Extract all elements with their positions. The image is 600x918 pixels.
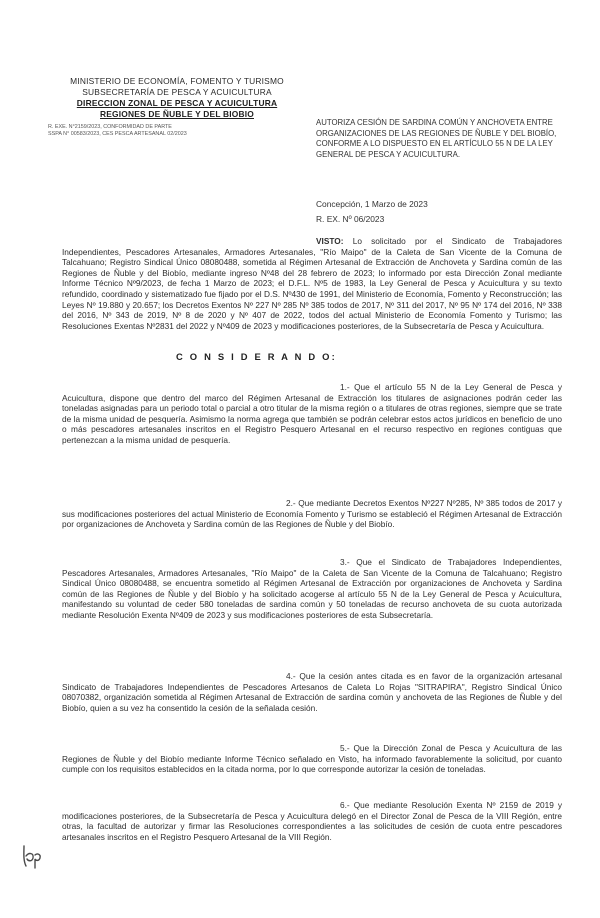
considerando-1	[62, 382, 562, 446]
reference-line-1: R. EXE. N°2159/2023, CONFORMIDAD DE PARTE	[48, 124, 172, 130]
handwritten-initials-icon	[18, 842, 46, 870]
considerando-5-text: 5.- Que la Dirección Zonal de Pesca y Acuicultura de las Regiones de Ñuble y del Biobío mediante Informe Técnico señalado en Visto, ha informado favorablemente la solicitud, por cuanto cumple con los requisitos establecidos en la citada norma, por lo que corresponde autorizar la cesión de toneladas.	[62, 743, 562, 775]
considerando-1-text: 1.- Que el artículo 55 N de la Ley General de Pesca y Acuicultura, dispone que dentro del marco del Régimen Artesanal de Extracción los titulares de asignaciones podrán ceder las toneladas asignadas para un periodo total o parcial a otro titular de la misma región o a titulares de otras regiones, siempre que se trate de la misma unidad de pesquería. Asimismo la norma agrega que también se podrán celebrar estos actos jurídicos en beneficio de uno o más pescadores artesanales inscritos en el Registro Pesquero Artesanal en el recurso respectivo en regiones contiguas que pertenezcan a la misma unidad de pesquería.	[62, 382, 562, 445]
resolution-date: Concepción, 1 Marzo de 2023	[316, 199, 428, 209]
reference-line-2: SSPA N° 00583/2023, CES PESCA ARTESANAL 02/2023	[48, 131, 187, 137]
considerando-6	[62, 800, 562, 842]
considerando-3-text: 3.- Que el Sindicato de Trabajadores Independientes, Pescadores Artesanales, Armadores Artesanales, "Río Maipo" de la Caleta de San Vicente de la Comuna de Talcahuano; Registro Sindical Único 08080488, se encuentra sometido al Régimen Artesanal de Extracción por organizaciones de Anchoveta y Sardina común de las Regiones de Ñuble y del Biobío y ha solicitado acogerse al artículo 55 N de la Ley General de Pesca y Acuicultura, manifestando su voluntad de ceder 580 toneladas de sardina común y 50 toneladas de recurso anchoveta de su cuota autorizada mediante Resolución Exenta Nº409 de 2023 y sus modificaciones posteriores de esta Subsecretaría.	[62, 557, 562, 620]
considerando-4-text: 4.- Que la cesión antes citada es en favor de la organización artesanal Sindicato de Trabajadores Independientes de Pescadores Artesanos de Caleta Lo Rojas "SITRAPIRA", Registro Sindical Único 08070382, organización sometida al Régimen Artesanal de Extracción de sardina común y anchoveta de las Regiones de Ñuble y del Biobío, quien a su vez ha consentido la cesión de la señalada cesión.	[62, 671, 562, 713]
considerando-4	[62, 671, 562, 713]
considerando-2-text: 2.- Que mediante Decretos Exentos Nº227 Nº285, Nº 385 todos de 2017 y sus modificaciones posteriores del actual Ministerio de Economía Fomento y Turismo se estableció el Régimen Artesanal de Extracción por organizaciones de Anchoveta y Sardina común de las Regiones de Ñuble y del Biobío.	[62, 498, 562, 530]
visto-paragraph	[62, 236, 562, 331]
considerando-6-text: 6.- Que mediante Resolución Exenta Nº 2159 de 2019 y modificaciones posteriores, de la Subsecretaría de Pesca y Acuicultura delegó en el Director Zonal de Pesca de la VIII Región, entre otras, la facultad de autorizar y firmar las Resoluciones correspondientes a las solicitudes de cesión de cuota entre pescadores artesanales inscritos en el Registro Pesquero Artesanal de la VIII Región.	[62, 800, 562, 842]
regions-name: REGIONES DE ÑUBLE Y DEL BIOBIO	[100, 109, 254, 119]
visto-label: VISTO:	[316, 236, 344, 246]
subsecretary-name: SUBSECRETARÍA DE PESCA Y ACUICULTURA	[82, 87, 272, 97]
considerando-2	[62, 498, 562, 530]
resolution-title: AUTORIZA CESIÓN DE SARDINA COMÚN Y ANCHOVETA ENTRE ORGANIZACIONES DE LAS REGIONES DE ÑUBLE Y DEL BIOBÍO, CONFORME A LO DISPUESTO EN EL ARTÍCULO 55 N DE LA LEY GENERAL DE PESCA Y ACUICULTURA.	[316, 118, 557, 159]
reference-block	[48, 124, 308, 138]
considerando-3	[62, 557, 562, 621]
zonal-office-name: DIRECCION ZONAL DE PESCA Y ACUICULTURA	[76, 98, 278, 108]
visto-text: Lo solicitado por el Sindicato de Trabajadores Independientes, Pescadores Artesanales, Armadores Artesanales, "Río Maipo" de la Caleta de San Vicente de la Comuna de Talcahuano; Registro Sindical Único 08080488, sometida al Régimen Artesanal de Extracción de Anchoveta y Sardina común de las Regiones de Ñuble y del Biobío, mediante ingreso Nº48 del 28 febrero de 2023; lo informado por esta Dirección Zonal mediante Informe Técnico Nº9/2023, de fecha 1 Marzo de 2023; el D.F.L. Nº5 de 1983, la Ley General de Pesca y Acuicultura y su texto refundido, coordinado y sistematizado fue fijado por el D.S. Nº430 de 1991, del Ministerio de Economía, Fomento y Reconstrucción; las Leyes Nº 19.880 y 20.657; los Decretos Exentos Nº 227 Nº 285 Nº 385 todos de 2017, Nº 311 del 2017, Nº 95 Nº 174 del 2016, Nº 338 del 2016, Nº 343 de 2019, Nº 8 de 2020 y Nº 407 de 2022, todos del actual Ministerio de Economía Fomento y Turismo; las Resoluciones Exentas Nº2831 del 2022 y Nº409 de 2023 y modificaciones posteriores, de la Subsecretaría de Pesca y Acuicultura.	[62, 236, 562, 331]
resolution-number: R. EX. Nº 06/2023	[316, 214, 385, 224]
considerando-heading: C O N S I D E R A N D O:	[176, 351, 337, 362]
considerando-5	[62, 743, 562, 775]
letterhead	[62, 76, 292, 120]
ministry-name: MINISTERIO DE ECONOMÍA, FOMENTO Y TURISMO	[70, 76, 284, 86]
